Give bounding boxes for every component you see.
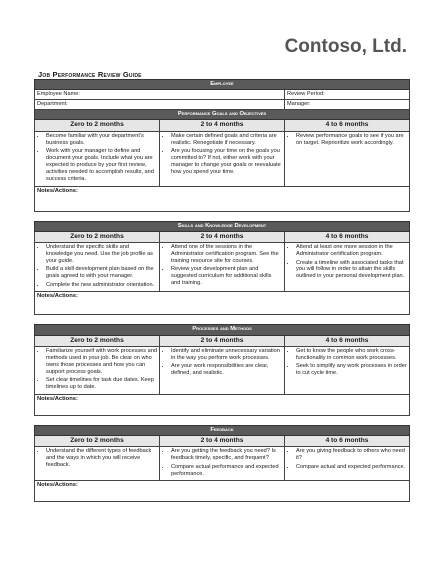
list-item: • Are you focusing your time on the goals you committed to? If not, either work with your manager to change your goals or reevaluate how you spend your time. [171,148,282,176]
list-item: • Build a skill development plan based on the goals agreed to with your manager. [46,266,157,280]
list-item: • Seek to simplify any work processes in order to cut cycle time. [296,363,407,377]
column-header-zero-to-2: Zero to 2 months [35,335,160,346]
list-item: • Create a timeline with associated tasks that you will follow in order to attain the skills outlined in your personal development plan. [296,260,407,281]
section-feedback [35,425,410,435]
notes-actions-field[interactable]: Notes/Actions: [35,394,410,415]
bullet-list [162,448,282,477]
list-item: • Review performance goals to see if you are on target. Reprioritize work accordingly. [296,133,407,147]
notes-actions-field[interactable]: Notes/Actions: [35,481,410,502]
bullet-list [287,133,407,147]
notes-actions-field[interactable]: Notes/Actions: [35,292,410,315]
bullet-list [287,448,407,470]
list-item: • Understand the specific skills and knowledge you need. Use the job profile as your guide. [46,244,157,265]
column-header-4-to-6: 4 to 6 months [285,436,410,447]
review-form [34,79,409,502]
column-header-2-to-4: 2 to 4 months [160,335,285,346]
list-item: • Compare actual performance and expected performance. [171,464,282,478]
list-item: • Identify and eliminate unnecessary variation in the way you perform work processes. [171,348,282,362]
review-table [34,79,410,502]
list-item: • Set clear timelines for task due dates. Keep timelines up to date. [46,377,157,391]
column-header-row [35,436,410,447]
section-spacer [35,415,410,425]
employee-name-field[interactable]: Employee Name: [35,90,285,100]
section-heading: Feedback [35,425,410,435]
section-heading: Performance Goals and Objectives [35,110,410,120]
spacer-cell [35,211,410,221]
cell-zero-to-2 [35,346,160,394]
column-header-2-to-4: 2 to 4 months [160,436,285,447]
review-period-field[interactable]: Review Period: [285,90,410,100]
notes-actions-field[interactable]: Notes/Actions: [35,186,410,211]
manager-field[interactable]: Manager: [285,100,410,110]
column-header-row [35,231,410,242]
list-item: • Are you getting the feedback you need? Is feedback timely, specific, and frequent? [171,448,282,462]
list-item: • Become familiar with your department's business goals. [46,133,157,147]
section-heading: Skills and Knowledge Development [35,221,410,231]
list-item: • Are your work responsibilities are clear, defined, and realistic. [171,363,282,377]
section-spacer [35,315,410,325]
list-item: • Attend at least one more session in the Administrator certification program. [296,244,407,258]
column-header-4-to-6: 4 to 6 months [285,231,410,242]
bullet-list [287,348,407,377]
content-row [35,447,410,481]
content-row [35,131,410,186]
list-item: • Attend one of the sessions in the Administrator certification program. See the training resource site for courses. [171,244,282,265]
company-name: Contoso, Ltd. [284,36,407,57]
cell-2-to-4 [160,243,285,292]
section-skills-and-knowledge-development [35,221,410,231]
bullet-list [37,244,157,289]
column-header-row [35,335,410,346]
bullet-list [37,133,157,183]
list-item: • Make certain defined goals and criteria are realistic. Renegotiate if necessary. [171,133,282,147]
cell-4-to-6 [285,243,410,292]
section-processes-and-methods [35,325,410,335]
list-item: • Review your development plan and suggested curriculum for additional skills and training. [171,266,282,287]
notes-row [35,394,410,415]
list-item: • Are you giving feedback to others who need it? [296,448,407,462]
column-header-2-to-4: 2 to 4 months [160,120,285,131]
content-row [35,346,410,394]
cell-zero-to-2 [35,447,160,481]
bullet-list [162,348,282,377]
bullet-list [287,244,407,280]
section-performance-goals-and-objectives [35,110,410,120]
spacer-cell [35,315,410,325]
list-item: • Work with your manager to define and document your goals. Include what you are expected to produce by your first review, activities needed to accomplish results, and success criteria. [46,148,157,183]
bullet-list [37,448,157,469]
cell-4-to-6 [285,346,410,394]
column-header-4-to-6: 4 to 6 months [285,120,410,131]
section-spacer [35,211,410,221]
spacer-cell [35,415,410,425]
column-header-row [35,120,410,131]
department-field[interactable]: Department: [35,100,285,110]
list-item: • Compare actual and expected performance. [296,464,407,471]
cell-2-to-4 [160,346,285,394]
list-item: • Complete the new administrator orientation. [46,282,157,289]
list-item: • Understand the different types of feedback and the ways in which you will receive feedback. [46,448,157,469]
cell-4-to-6 [285,131,410,186]
cell-4-to-6 [285,447,410,481]
document-title: Job Performance Review Guide [38,70,142,79]
bullet-list [37,348,157,391]
column-header-zero-to-2: Zero to 2 months [35,231,160,242]
notes-row [35,292,410,315]
column-header-4-to-6: 4 to 6 months [285,335,410,346]
cell-2-to-4 [160,131,285,186]
cell-2-to-4 [160,447,285,481]
column-header-zero-to-2: Zero to 2 months [35,120,160,131]
column-header-2-to-4: 2 to 4 months [160,231,285,242]
list-item: • Get to know the people who work cross-functionality in common work processes. [296,348,407,362]
notes-row [35,481,410,502]
bullet-list [162,133,282,176]
section-heading: Processes and Methods [35,325,410,335]
employee-heading: Employee [35,80,410,90]
column-header-zero-to-2: Zero to 2 months [35,436,160,447]
bullet-list [162,244,282,287]
notes-row [35,186,410,211]
cell-zero-to-2 [35,131,160,186]
cell-zero-to-2 [35,243,160,292]
content-row [35,243,410,292]
list-item: • Familiarize yourself with work processes and methods used in your job. Be clear on who owns those processes and how you can support process goals. [46,348,157,376]
